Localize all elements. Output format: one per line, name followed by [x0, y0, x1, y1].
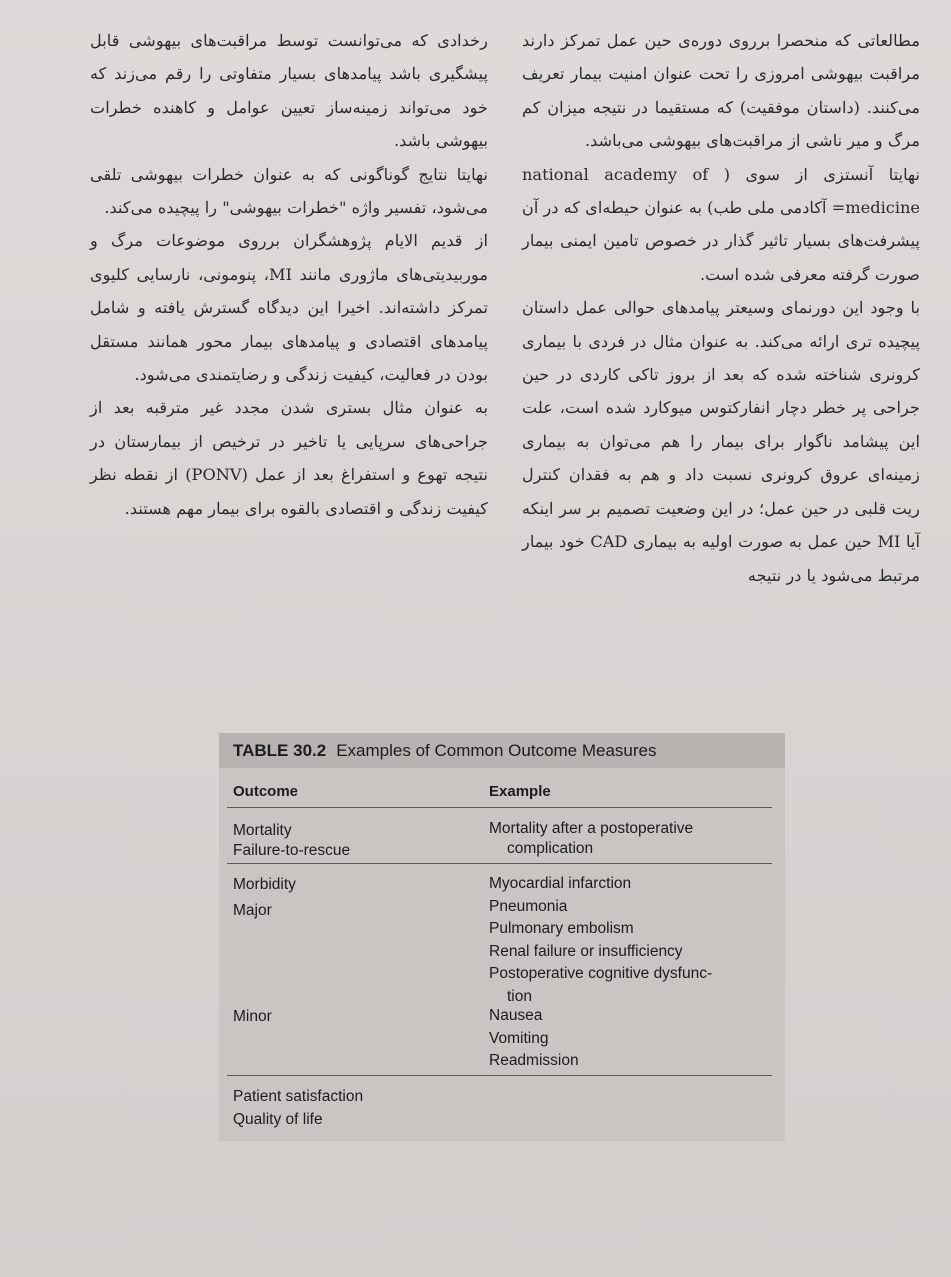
example-item: Renal failure or insufficiency [489, 942, 683, 960]
paragraph: نهایتا نتایج گوناگونی که به عنوان خطرات بیهوشی تلقی می‌شود، تفسیر واژه "خطرات بیهوشی" را پیچیده می‌کند. [90, 164, 488, 218]
header-rule [227, 807, 772, 808]
outcome-item: Failure-to-rescue [233, 842, 351, 859]
outcome-item: Minor [233, 1008, 272, 1025]
paragraph: به عنوان مثال بستری شدن مجدد غیر مترقبه بعد از جراحی‌های سرپایی یا تاخیر در ترخیص از بیمارستان در نتیجه تهوع و استفراغ بعد از عمل (PONV) از نقطه نظر کیفیت زندگی و اقتصادی بالقوه برای بیمار مهم هستند. [90, 398, 488, 518]
header-outcome: Outcome [233, 783, 299, 800]
outcome-cell [233, 821, 350, 861]
group-rule [227, 863, 772, 864]
paragraph: مطالعاتی که منحصرا برروی دوره‌ی حین عمل تمرکز دارند مراقبت بیهوشی امروزی را تحت عنوان امنیت بیمار تعریف می‌کنند. (داستان موفقیت) که مستقیما در نتیجه میزان کم مرگ و میر ناشی از مراقبت‌های بیهوشی می‌باشد. [522, 31, 920, 151]
text-column-left [90, 24, 488, 525]
outcome-item: Major [233, 902, 272, 919]
example-cell [489, 1005, 579, 1073]
example-item: Postoperative cognitive dysfunc- [489, 965, 713, 982]
example-item: Myocardial infarction [489, 875, 632, 892]
header-example: Example [489, 783, 551, 800]
outcome-item: Mortality [233, 822, 292, 839]
table-caption [219, 733, 785, 768]
table-title: Examples of Common Outcome Measures [336, 741, 657, 760]
group-rule [227, 1075, 772, 1076]
outcome-item: Quality of life [233, 1111, 323, 1128]
example-cell [489, 873, 712, 1008]
outcome-cell [233, 875, 296, 921]
example-item: Vomiting [489, 1029, 549, 1047]
outcome-item: Morbidity [233, 876, 296, 893]
paragraph: رخدادی که می‌توانست توسط مراقبت‌های بیهوشی قابل پیشگیری باشد پیامدهای بسیار متفاوتی را رقم می‌زند که خود می‌تواند زمینه‌ساز تعیین عوامل و کاهنده خطرات بیهوشی باشد. [90, 31, 488, 151]
example-cell [489, 819, 693, 859]
paragraph: نهایتا آنستزی از سوی ( national academy of medicine= آکادمی ملی طب) به عنوان حیطه‌ای که در آن پیشرفت‌های بسیار تاثیر گذار در خصوص تامین ایمنی بیمار صورت گرفته معرفی شده است. [521, 164, 920, 284]
paragraph: با وجود این دورنمای وسیعتر پیامدهای حوالی عمل داستان پیچیده تری ارائه می‌کند. به عنوان مثال در فردی با بیماری کرونری شناخته شده که بعد از بروز تاکی کاردی در حین جراحی پر خطر دچار انفارکتوس میوکارد شده است، علت این پیشامد ناگوار برای بیمار را هم می‌توان به بیماری زمینه‌ای عروق کرونری نسبت داد و هم به فقدان کنترل ریت قلبی در حین عمل؛ در این وضعیت تصمیم بر سر اینکه آیا MI حین عمل به صورت اولیه به بیماری CAD خود بیمار مرتبط می‌شود یا در نتیجه [522, 298, 920, 585]
text-column-right [522, 24, 920, 592]
outcome-cell [233, 1007, 272, 1027]
example-item: Readmission [489, 1052, 579, 1069]
example-item: Mortality after a postoperative [489, 820, 694, 837]
example-item: Pneumonia [489, 897, 568, 915]
example-item: Nausea [489, 1007, 543, 1024]
example-item: complication [507, 840, 594, 857]
outcome-measures-table [219, 733, 785, 1141]
outcome-cell [233, 1085, 363, 1131]
example-item: tion [507, 987, 532, 1005]
table-number: TABLE 30.2 [233, 741, 327, 760]
paragraph: از قدیم الایام پژوهشگران برروی موضوعات مرگ و موربیدیتی‌های ماژوری مانند MI، پنومونی، نارسایی کلیوی تمرکز داشته‌اند. اخیرا این دیدگاه گسترش یافته و شامل پیامدهای اقتصادی و پیامدهای بیمار محور همانند مستقل بودن در فعالیت، کیفیت زندگی و رضایتمندی می‌شود. [90, 231, 488, 385]
outcome-item: Patient satisfaction [233, 1088, 364, 1105]
example-item: Pulmonary embolism [489, 920, 634, 937]
